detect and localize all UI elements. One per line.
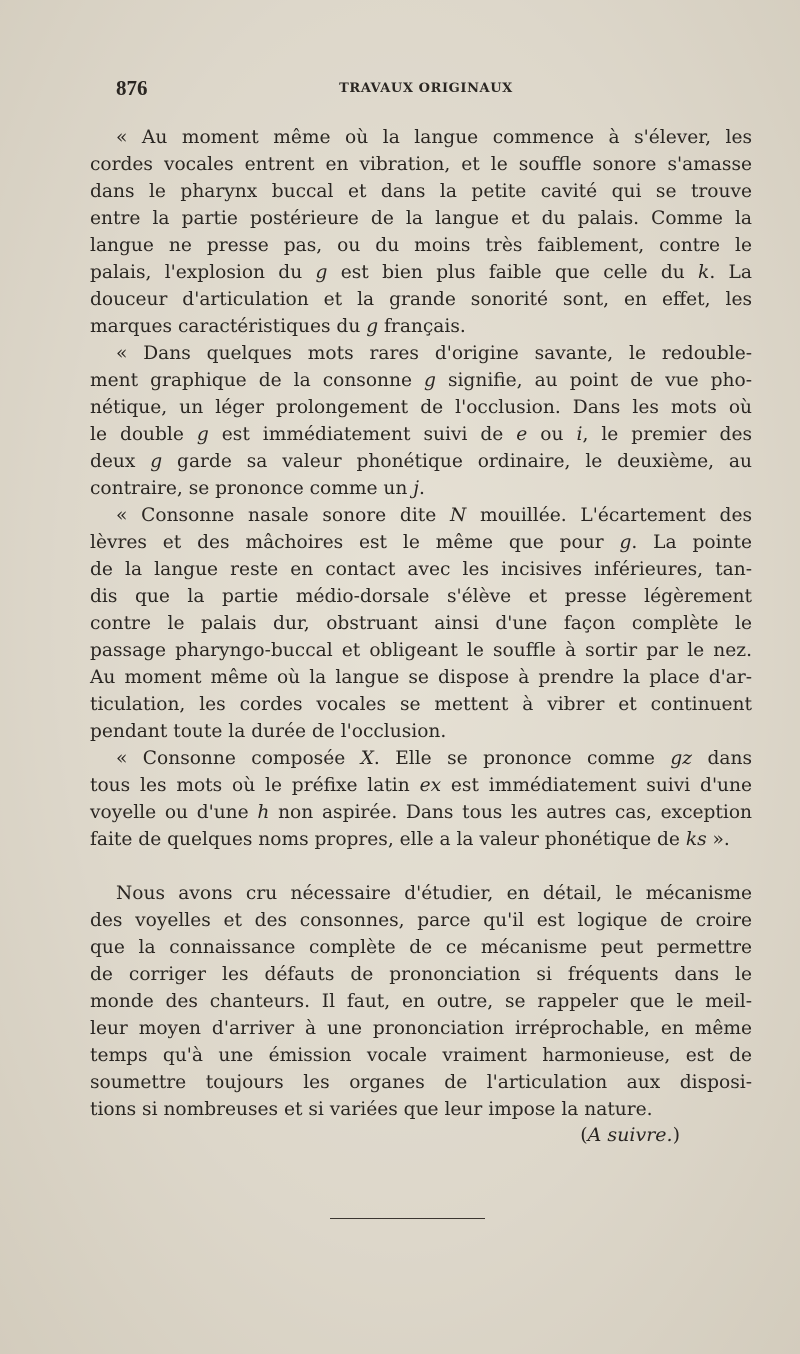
text-line: soumettre toujours les organes de l'articulation aux disposi- (90, 1072, 752, 1093)
page-number: 876 (116, 76, 148, 100)
text-line: « Au moment même où la langue commence à s'élever, les (116, 127, 752, 148)
text-line: temps qu'à une émission vocale vraiment harmonieuse, est de (90, 1045, 752, 1066)
body-text (90, 124, 752, 1123)
paragraph-gap (90, 853, 752, 880)
text-line: deux g garde sa valeur phonétique ordinaire, le deuxième, au (90, 451, 752, 472)
running-title: TRAVAUX ORIGINAUX (339, 81, 513, 96)
text-line: cordes vocales entrent en vibration, et le souffle sonore s'amasse (90, 154, 752, 175)
text-line: ticulation, les cordes vocales se mettent à vibrer et continuent (90, 694, 752, 715)
text-line: voyelle ou d'une h non aspirée. Dans tous les autres cas, exception (90, 802, 752, 823)
text-line: marques caractéristiques du g français. (90, 316, 466, 337)
text-line: Nous avons cru nécessaire d'étudier, en détail, le mécanisme (116, 883, 752, 904)
text-line: ment graphique de la consonne g signifie, au point de vue pho- (90, 370, 752, 391)
text-line: tous les mots où le préfixe latin ex est immédiatement suivi d'une (90, 775, 753, 796)
paragraph-vowel-description (90, 124, 752, 340)
paragraph-nasal-n (90, 502, 752, 745)
page-header (90, 76, 762, 102)
text-line: que la connaissance complète de ce mécanisme peut permettre (90, 937, 752, 958)
text-line: nétique, un léger prolongement de l'occlusion. Dans les mots où (90, 397, 752, 418)
to-be-continued: (A suivre.) (580, 1124, 680, 1146)
text-line: contraire, se prononce comme un j. (90, 478, 425, 499)
text-line: dans le pharynx buccal et dans la petite cavité qui se trouve (90, 181, 752, 202)
text-line: palais, l'explosion du g est bien plus faible que celle du k. La (90, 262, 752, 283)
text-line: faite de quelques noms propres, elle a la valeur phonétique de ks ». (90, 829, 730, 850)
text-line: tions si nombreuses et si variées que leur impose la nature. (90, 1099, 653, 1120)
text-line: Au moment même où la langue se dispose à prendre la place d'ar- (90, 667, 752, 688)
text-line: leur moyen d'arriver à une prononciation irréprochable, en même (90, 1018, 752, 1039)
text-line: passage pharyngo-buccal et obligeant le souffle à sortir par le nez. (90, 640, 752, 661)
text-line: des voyelles et des consonnes, parce qu'il est logique de croire (90, 910, 752, 931)
text-line: monde des chanteurs. Il faut, en outre, se rappeler que le meil- (90, 991, 752, 1012)
paragraph-conclusion (90, 880, 752, 1123)
text-line: lèvres et des mâchoires est le même que pour g. La pointe (90, 532, 752, 553)
text-line: de corriger les défauts de prononciation si fréquents dans le (90, 964, 752, 985)
text-line: le double g est immédiatement suivi de e ou i, le premier des (90, 424, 752, 445)
paragraph-consonant-x (90, 745, 752, 853)
section-divider (330, 1218, 485, 1219)
text-line: « Dans quelques mots rares d'origine savante, le redouble- (116, 343, 752, 364)
text-line: entre la partie postérieure de la langue et du palais. Comme la (90, 208, 752, 229)
text-line: douceur d'articulation et la grande sonorité sont, en effet, les (90, 289, 752, 310)
paragraph-double-g (90, 340, 752, 502)
text-line: « Consonne nasale sonore dite N mouillée. L'écartement des (116, 505, 752, 526)
text-line: pendant toute la durée de l'occlusion. (90, 721, 447, 742)
text-line: langue ne presse pas, ou du moins très faiblement, contre le (90, 235, 752, 256)
text-line: « Consonne composée X. Elle se prononce comme gz dans (116, 748, 752, 769)
text-line: dis que la partie médio-dorsale s'élève et presse légèrement (90, 586, 752, 607)
text-line: de la langue reste en contact avec les incisives inférieures, tan- (90, 559, 752, 580)
text-line: contre le palais dur, obstruant ainsi d'une façon complète le (90, 613, 752, 634)
